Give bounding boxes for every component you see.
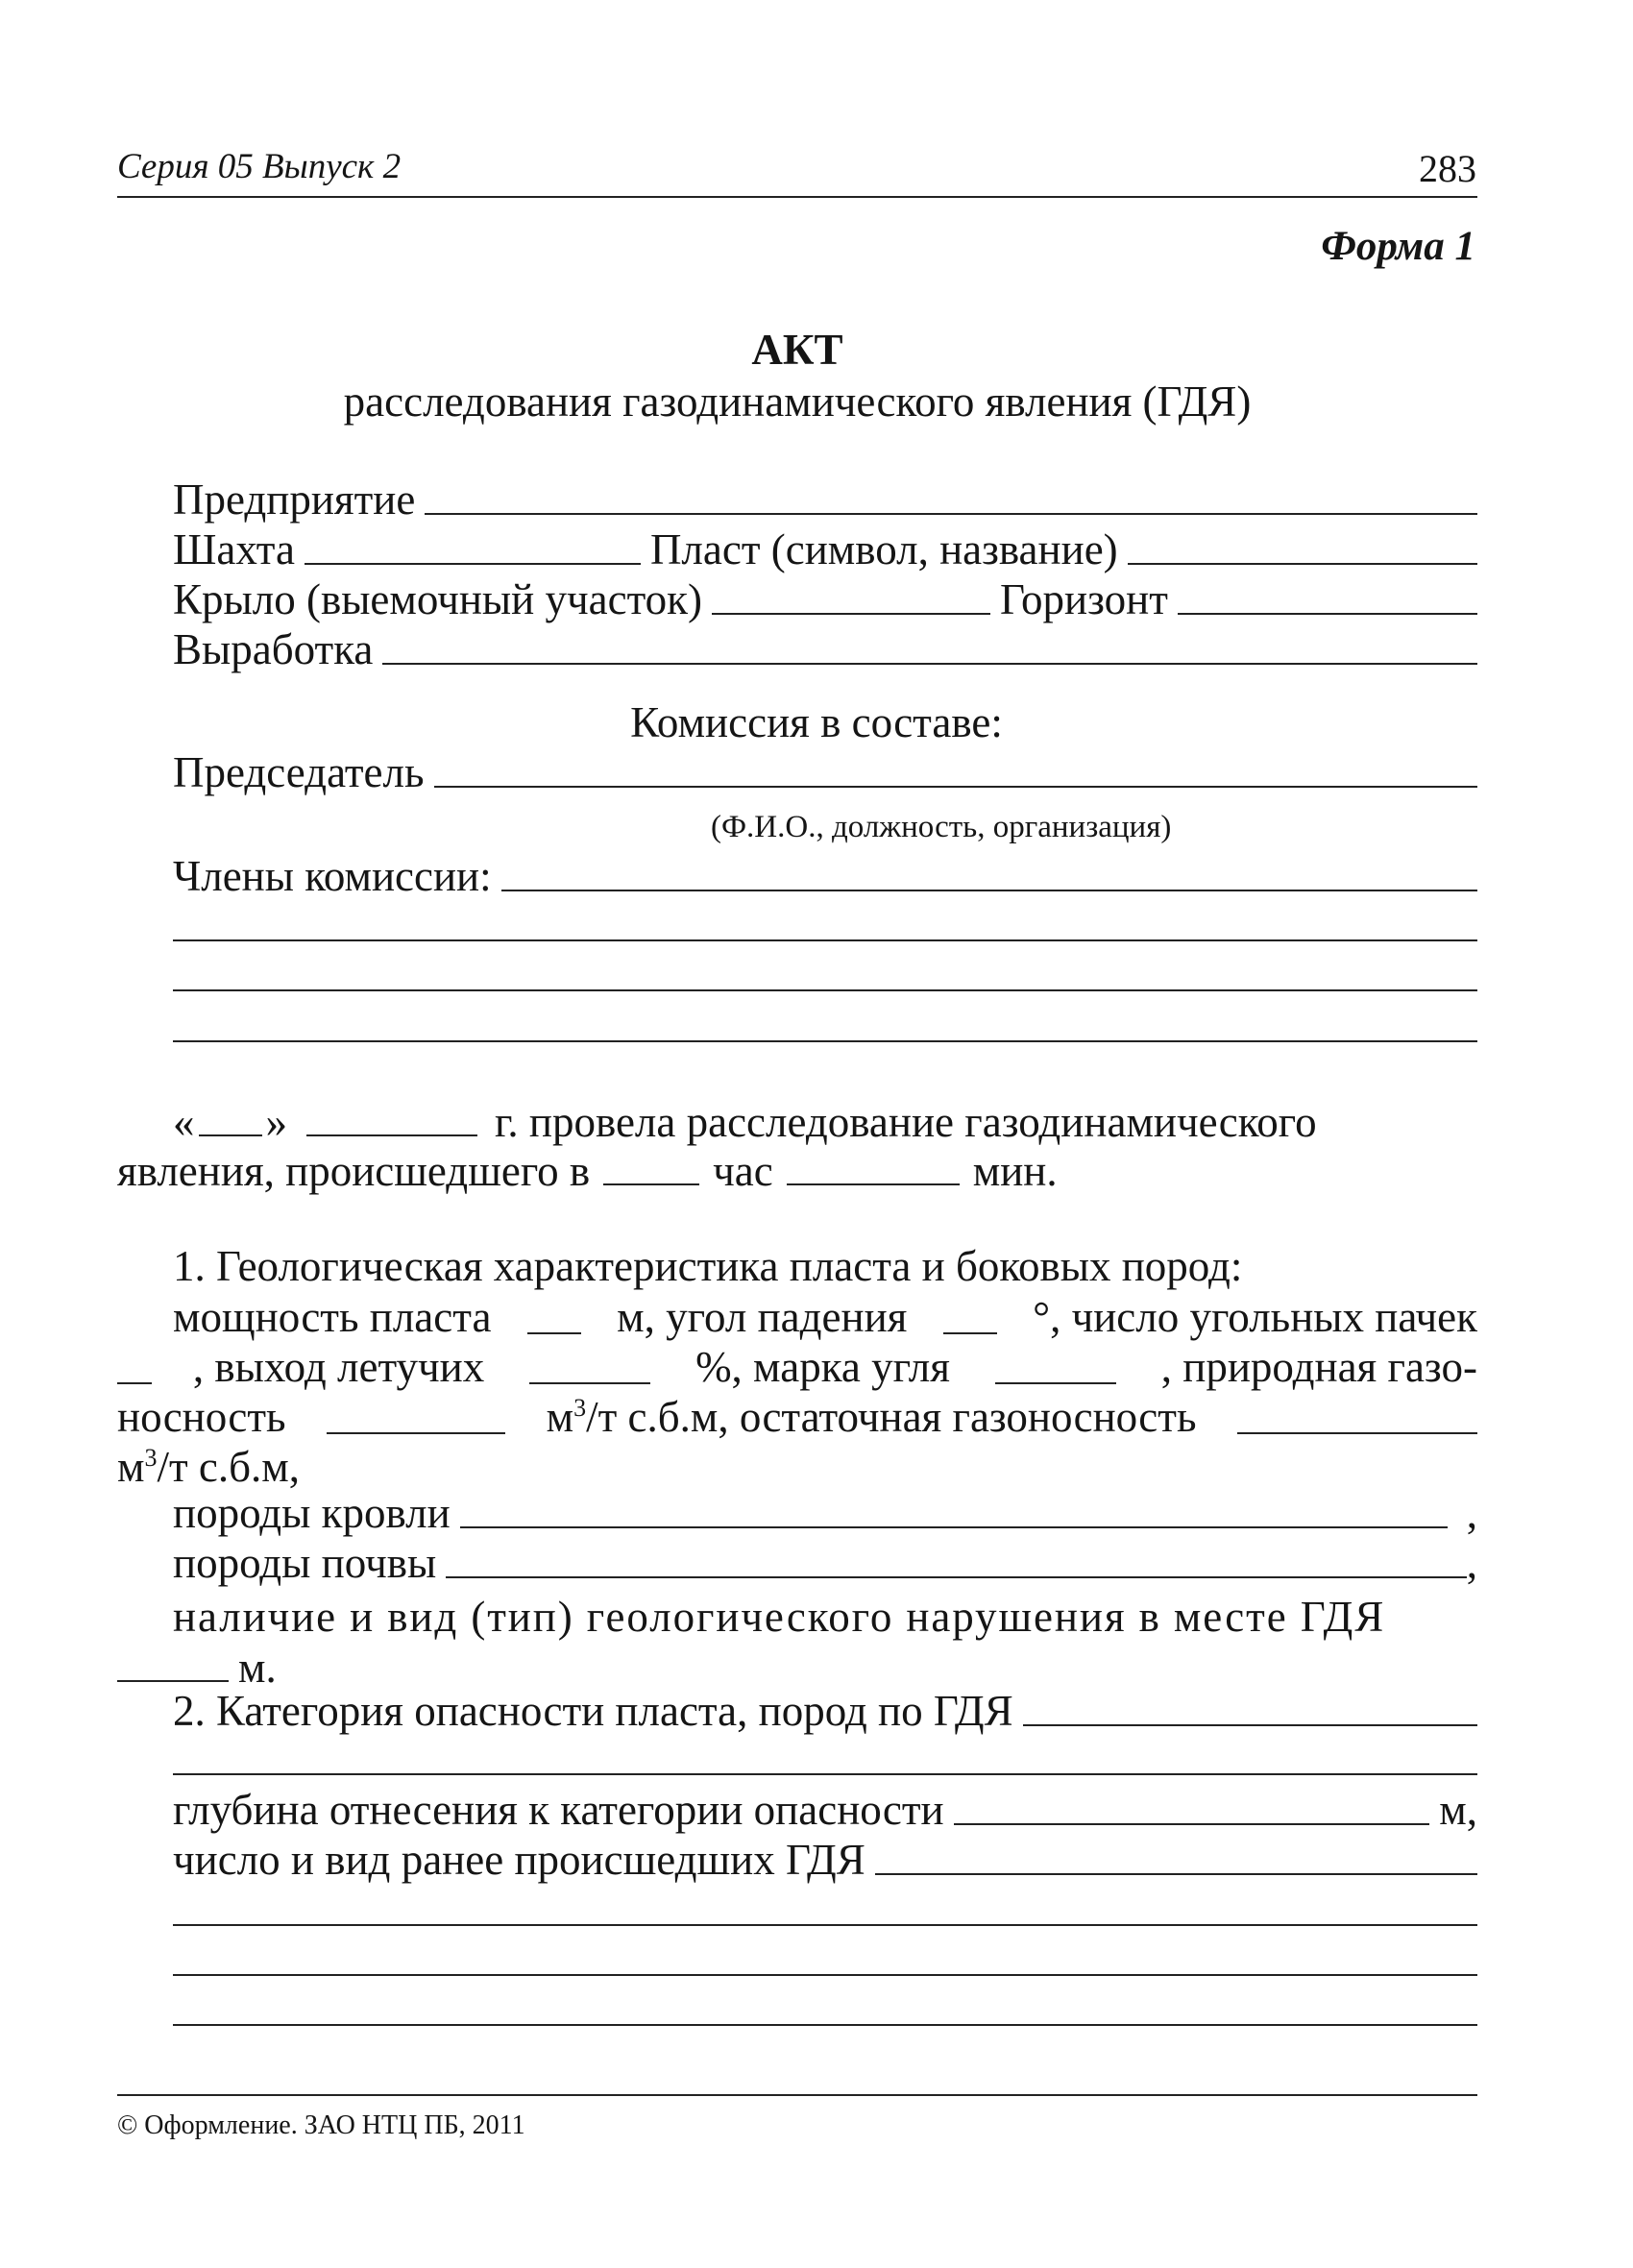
working-row — [173, 625, 1477, 673]
form-number: Форма 1 — [1321, 224, 1475, 269]
members-label: Члены комиссии: — [173, 852, 492, 900]
members-line-4[interactable] — [173, 1040, 1477, 1042]
floor-rocks-field[interactable] — [446, 1576, 1467, 1578]
previous-gdya-field[interactable] — [875, 1873, 1477, 1875]
copyright-footer: © Оформление. ЗАО НТЦ ПБ, 2011 — [117, 2110, 525, 2140]
series-header: Серия 05 Выпуск 2 — [117, 147, 402, 186]
dip-angle-field[interactable] — [943, 1332, 997, 1334]
mine-row — [173, 525, 1477, 573]
wing-label: Крыло (выемочный участок) — [173, 575, 702, 623]
previous-line-4[interactable] — [173, 2024, 1477, 2026]
chairman-row — [173, 748, 1477, 796]
header-rule — [117, 196, 1477, 198]
previous-line-2[interactable] — [173, 1924, 1477, 1926]
members-field[interactable] — [501, 890, 1477, 891]
horizon-label: Горизонт — [1000, 575, 1168, 623]
disturbance-field[interactable] — [117, 1680, 229, 1682]
section1-line-4: $м^3/т$ с.б.м, — [117, 1443, 300, 1491]
section1-line-3: носность $м^3/т$ с.б.м, остаточная газоносность — [117, 1392, 1477, 1442]
mine-label: Шахта — [173, 525, 295, 573]
horizon-field[interactable] — [1178, 613, 1477, 615]
depth-label: глубина отнесения к категории опасности — [173, 1786, 944, 1834]
working-field[interactable] — [382, 663, 1477, 665]
members-row — [173, 852, 1477, 900]
volatiles-field[interactable] — [529, 1382, 650, 1384]
document-subtitle: расследования газодинамического явления (ГДЯ) — [343, 378, 1252, 426]
hour-field[interactable] — [603, 1183, 699, 1185]
document-title: АКТ — [751, 326, 843, 374]
section1-line-1: мощность пласта м, угол падения °, число угольных пачек — [173, 1293, 1477, 1341]
section1-heading: 1. Геологическая характеристика пласта и боковых пород: — [173, 1242, 1243, 1290]
depth-field[interactable] — [954, 1823, 1430, 1825]
natural-gas-field[interactable] — [327, 1432, 505, 1434]
seam-label: Пласт (символ, название) — [649, 525, 1118, 573]
disturbance-line-2: м. — [117, 1643, 277, 1693]
investigation-line-1: « » г. провела расследование газодинамического — [173, 1098, 1317, 1146]
chairman-caption: (Ф.И.О., должность, организация) — [711, 810, 1172, 844]
roof-rocks-row: породы кровли , — [173, 1489, 1477, 1537]
coal-packs-field[interactable] — [117, 1382, 152, 1384]
residual-gas-field[interactable] — [1237, 1432, 1477, 1434]
investigation-line-2: явления, происшедшего в час мин. — [117, 1147, 1058, 1195]
depth-row: глубина отнесения к категории опасности м, — [173, 1786, 1477, 1834]
floor-rocks-row: породы почвы , — [173, 1539, 1477, 1587]
previous-gdya-row — [173, 1836, 1477, 1884]
chairman-field[interactable] — [434, 786, 1478, 788]
category-field[interactable] — [1023, 1724, 1477, 1726]
enterprise-field[interactable] — [425, 513, 1477, 515]
enterprise-row — [173, 478, 1477, 522]
members-line-3[interactable] — [173, 989, 1477, 991]
coal-grade-field[interactable] — [995, 1382, 1116, 1384]
category-row — [173, 1687, 1477, 1735]
page-number: 283 — [1419, 147, 1476, 190]
wing-row — [173, 575, 1477, 623]
floor-rocks-label: породы почвы — [173, 1539, 437, 1587]
footer-rule — [117, 2094, 1477, 2096]
category-label: 2. Категория опасности пласта, пород по ГДЯ — [173, 1687, 1013, 1735]
mine-field[interactable] — [305, 563, 641, 565]
previous-gdya-label: число и вид ранее происшедших ГДЯ — [173, 1836, 865, 1884]
enterprise-label: Предприятие — [173, 476, 416, 524]
day-field[interactable] — [199, 1134, 262, 1136]
seam-thickness-field[interactable] — [527, 1332, 581, 1334]
seam-field[interactable] — [1128, 563, 1477, 565]
chairman-label: Председатель — [173, 748, 425, 796]
disturbance-row — [173, 1592, 1477, 1642]
disturbance-label: наличие и вид (тип) геологического нарушения в месте ГДЯ — [173, 1593, 1386, 1641]
wing-field[interactable] — [712, 613, 990, 615]
section1-line-2: , выход летучих %, марка угля , природная газо- — [117, 1342, 1477, 1392]
minute-field[interactable] — [787, 1183, 960, 1185]
commission-heading: Комиссия в составе: — [630, 698, 1003, 746]
roof-rocks-label: породы кровли — [173, 1489, 451, 1537]
members-line-2[interactable] — [173, 939, 1477, 941]
month-field[interactable] — [306, 1134, 477, 1136]
roof-rocks-field[interactable] — [460, 1526, 1448, 1528]
previous-line-3[interactable] — [173, 1974, 1477, 1976]
category-line-2[interactable] — [173, 1773, 1477, 1775]
working-label: Выработка — [173, 625, 374, 673]
